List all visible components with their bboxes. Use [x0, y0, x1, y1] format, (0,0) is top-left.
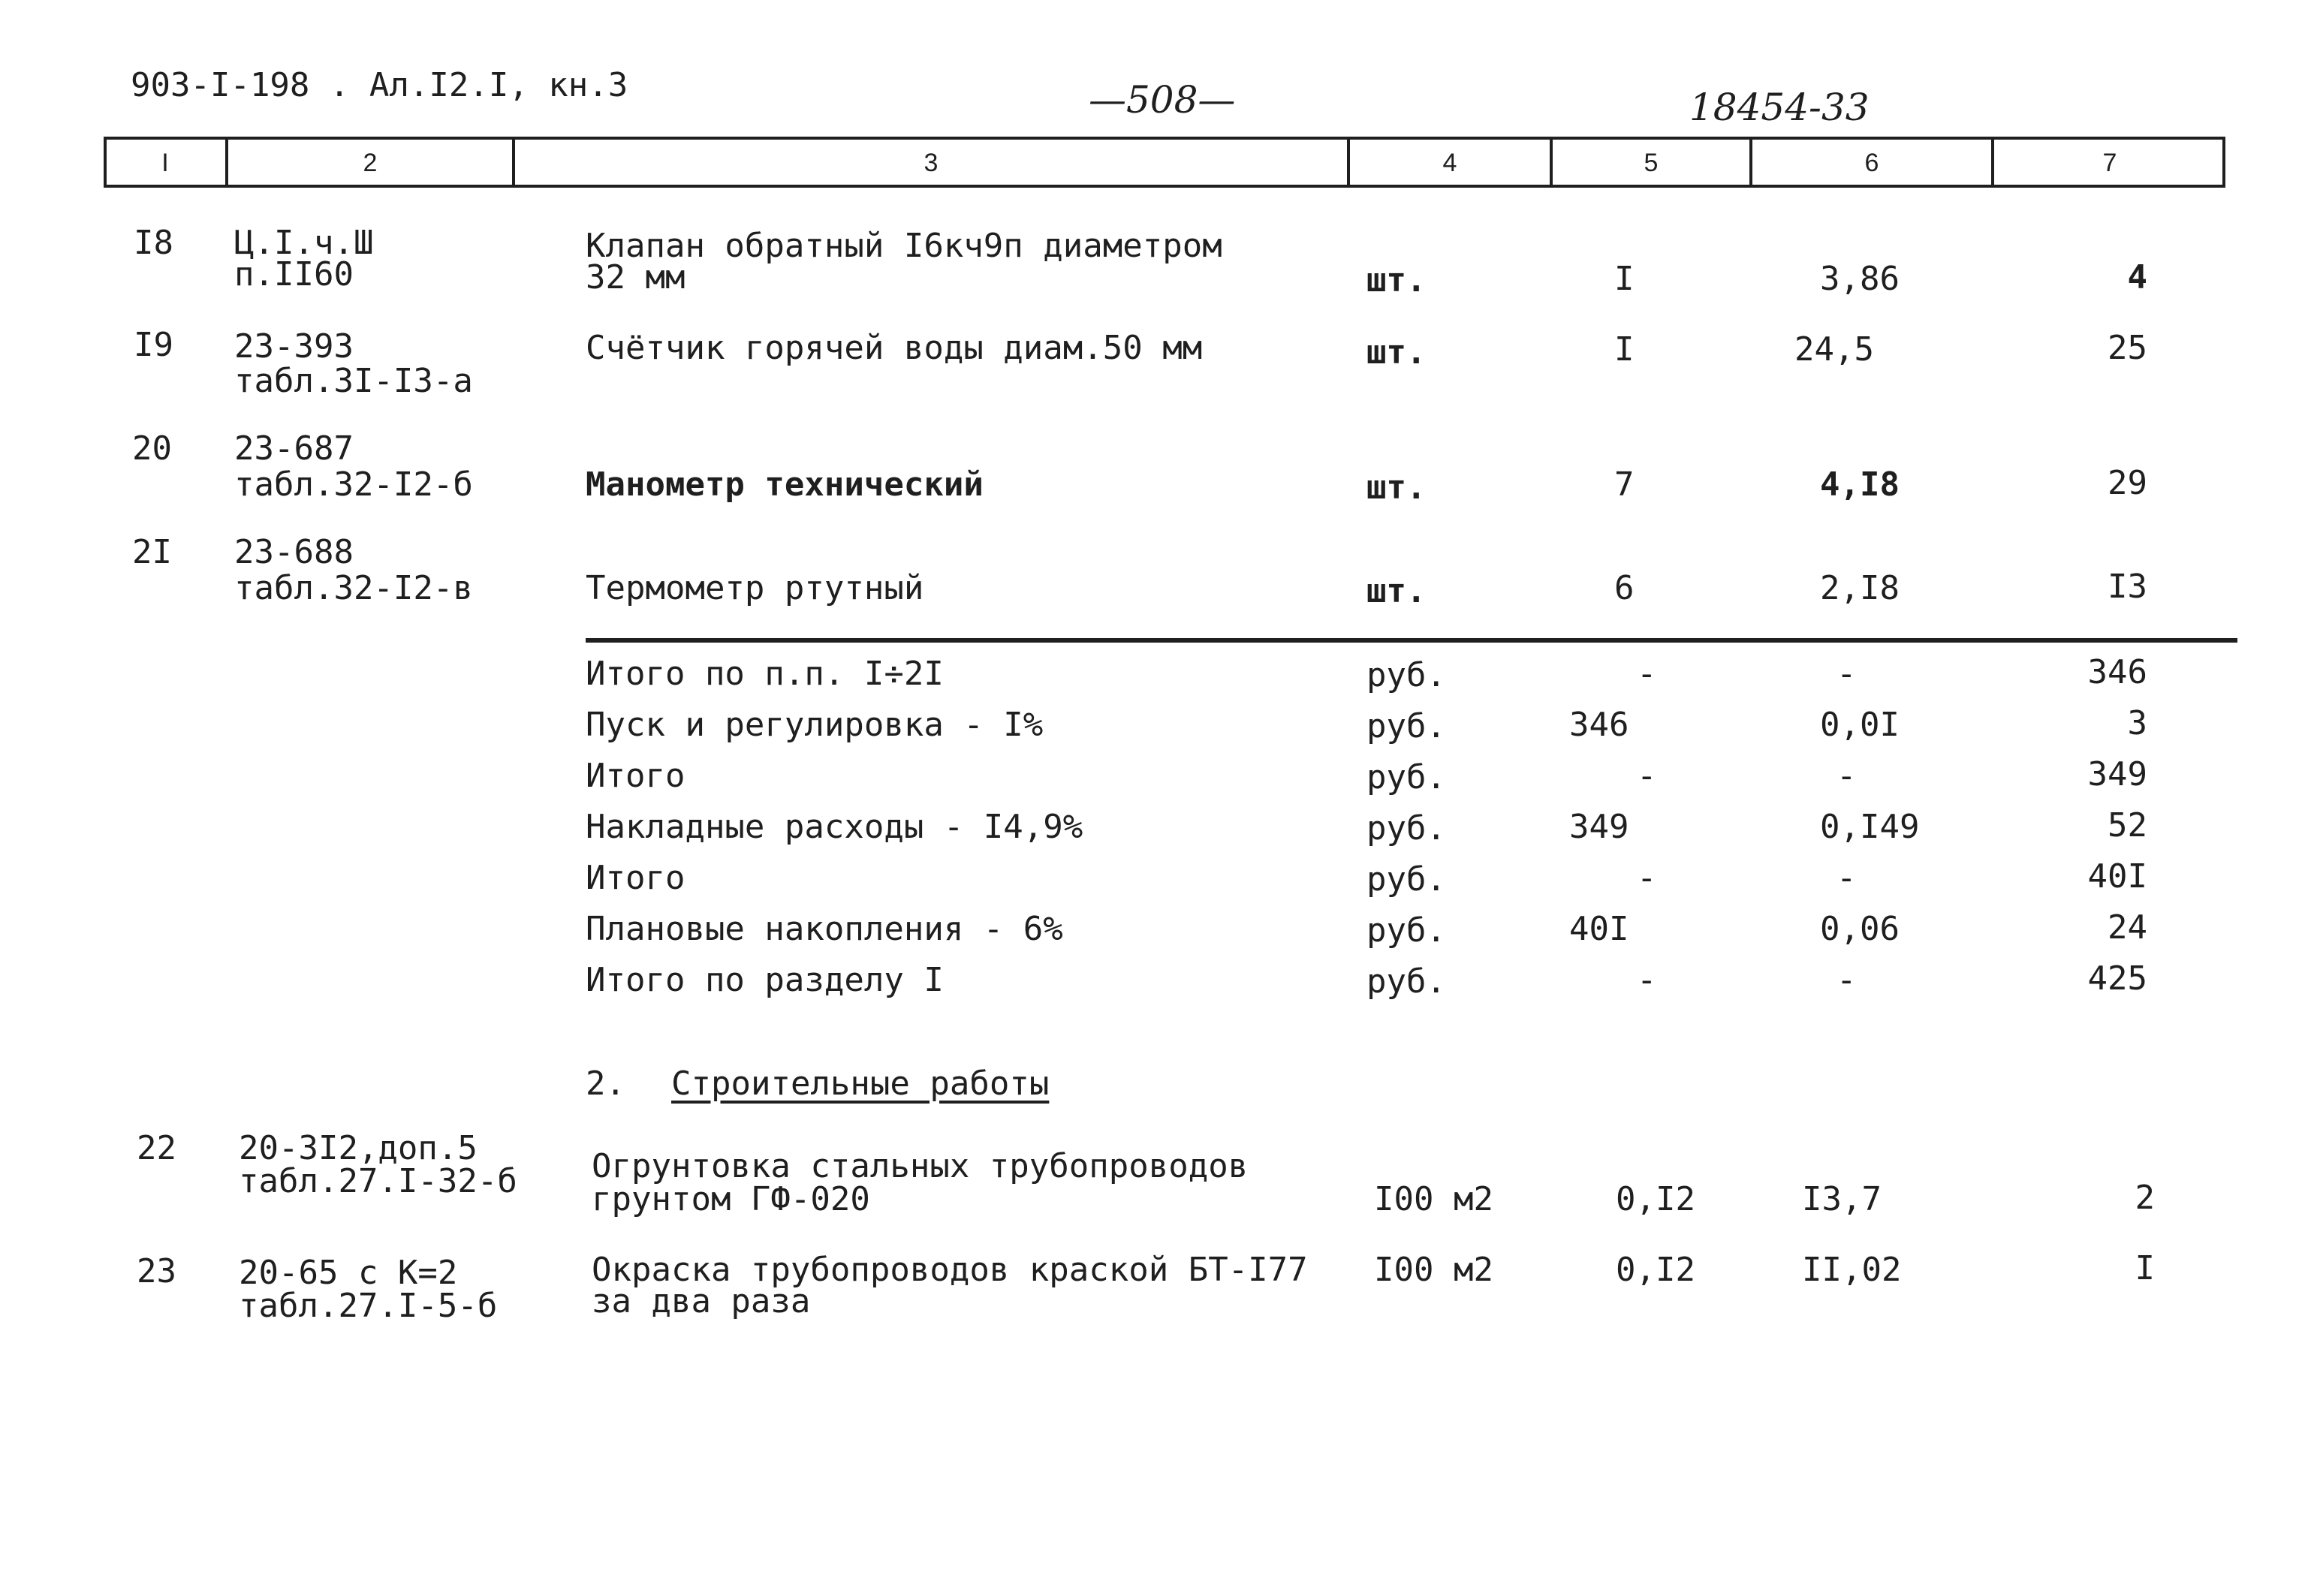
row-number: 22 [137, 1129, 176, 1167]
row-quantity: I [1614, 260, 1635, 298]
row-price: 2,I8 [1820, 569, 1900, 607]
row-total: I3 [2108, 568, 2147, 606]
summary-unit: руб. [1366, 809, 1446, 848]
row-description: за два раза [592, 1282, 811, 1320]
summary-label: Плановые накопления - 6% [586, 910, 1063, 948]
column-header-6: 6 [1864, 149, 1879, 177]
row-description: Клапан обратный I6кч9п диаметром [586, 227, 1222, 265]
summary-base: - [1637, 961, 1657, 999]
row-code: 23-688 [234, 533, 354, 571]
column-header-5: 5 [1644, 149, 1659, 177]
summary-base: - [1637, 655, 1657, 693]
summary-label: Накладные расходы - I4,9% [586, 808, 1083, 846]
row-code: 23-687 [234, 429, 354, 468]
row-quantity: 0,I2 [1616, 1251, 1695, 1289]
summary-rate: - [1836, 961, 1857, 999]
summary-unit: руб. [1366, 707, 1446, 745]
column-header-1: I [161, 149, 169, 177]
row-total: 4 [2127, 258, 2147, 297]
summary-unit: руб. [1366, 758, 1446, 796]
summary-base: - [1637, 859, 1657, 897]
summary-base: 349 [1569, 808, 1629, 846]
row-unit: шт. [1366, 572, 1427, 610]
summary-rate: 0,06 [1820, 910, 1900, 948]
row-code: табл.27.I-32-б [239, 1162, 517, 1200]
row-description: Манометр технический [586, 465, 984, 504]
row-code: Ц.I.ч.Ш [234, 224, 374, 262]
row-code: табл.3I-I3-а [234, 362, 473, 400]
row-price: 4,I8 [1820, 465, 1900, 504]
page-number: —508— [1089, 78, 1236, 122]
row-code: табл.32-I2-в [234, 569, 473, 607]
summary-unit: руб. [1366, 962, 1446, 1001]
row-total: 25 [2108, 329, 2147, 367]
summary-rate: 0,I49 [1820, 808, 1920, 846]
column-header-2: 2 [363, 149, 378, 177]
row-description: грунтом ГФ-020 [592, 1180, 870, 1218]
summary-total: 40I [2087, 857, 2147, 896]
row-number: 2I [132, 533, 172, 571]
row-quantity: 0,I2 [1616, 1180, 1695, 1218]
summary-total: 346 [2087, 653, 2147, 691]
row-total: 2 [2135, 1179, 2155, 1217]
summary-label: Пуск и регулировка - I% [586, 706, 1044, 744]
summary-label: Итого [586, 757, 685, 795]
row-code: табл.27.I-5-б [239, 1287, 498, 1325]
row-price: 3,86 [1820, 260, 1900, 298]
row-price: I3,7 [1802, 1180, 1882, 1218]
row-quantity: 7 [1614, 465, 1635, 504]
summary-label: Итого по п.п. I÷2I [586, 655, 944, 693]
row-unit: шт. [1366, 261, 1427, 300]
row-number: I8 [134, 224, 173, 262]
row-quantity: 6 [1614, 569, 1635, 607]
row-description: Термометр ртутный [586, 569, 924, 607]
row-unit: шт. [1366, 468, 1427, 507]
summary-total: 349 [2087, 755, 2147, 793]
row-unit: I00 м2 [1374, 1180, 1493, 1218]
summary-rate: 0,0I [1820, 706, 1900, 744]
row-number: I9 [134, 326, 173, 364]
row-unit: шт. [1366, 333, 1427, 372]
section-number: 2. [586, 1065, 625, 1103]
row-description: Огрунтовка стальных трубопроводов [592, 1147, 1249, 1185]
summary-base: - [1637, 757, 1657, 795]
summary-rate: - [1836, 655, 1857, 693]
summary-rate: - [1836, 859, 1857, 897]
row-description: Окраска трубопроводов краской БТ-I77 [592, 1251, 1308, 1289]
summary-unit: руб. [1366, 860, 1446, 899]
column-header-3: 3 [924, 149, 939, 177]
summary-total: 3 [2127, 704, 2147, 742]
document-code: 903-I-198 . Ал.I2.I, кн.3 [131, 66, 628, 104]
summary-total: 425 [2087, 959, 2147, 998]
summary-unit: руб. [1366, 656, 1446, 694]
summary-rate: - [1836, 757, 1857, 795]
row-code: 20-3I2,доп.5 [239, 1129, 478, 1167]
row-total: I [2135, 1249, 2155, 1287]
summary-base: 40I [1569, 910, 1629, 948]
row-code: 20-65 с К=2 [239, 1254, 458, 1292]
row-number: 23 [137, 1252, 176, 1290]
row-code: 23-393 [234, 327, 354, 366]
row-total: 29 [2108, 464, 2147, 502]
row-unit: I00 м2 [1374, 1251, 1493, 1289]
row-number: 20 [132, 429, 172, 468]
row-code: табл.32-I2-б [234, 465, 473, 504]
summary-base: 346 [1569, 706, 1629, 744]
summary-label: Итого [586, 859, 685, 897]
column-header-7: 7 [2102, 149, 2117, 177]
row-code: п.II60 [234, 255, 354, 294]
summary-unit: руб. [1366, 911, 1446, 950]
row-description: 32 мм [586, 258, 685, 297]
column-header-4: 4 [1442, 149, 1457, 177]
summary-total: 24 [2108, 908, 2147, 947]
section-title: Строительные работы [671, 1065, 1050, 1103]
summary-divider [586, 638, 2237, 643]
summary-total: 52 [2108, 806, 2147, 845]
summary-label: Итого по разделу I [586, 961, 944, 999]
row-price: II,02 [1802, 1251, 1902, 1289]
row-description: Счётчик горячей воды диам.50 мм [586, 329, 1203, 367]
row-quantity: I [1614, 330, 1635, 369]
row-price: 24,5 [1794, 330, 1874, 369]
archive-number: 18454-33 [1689, 86, 1870, 129]
